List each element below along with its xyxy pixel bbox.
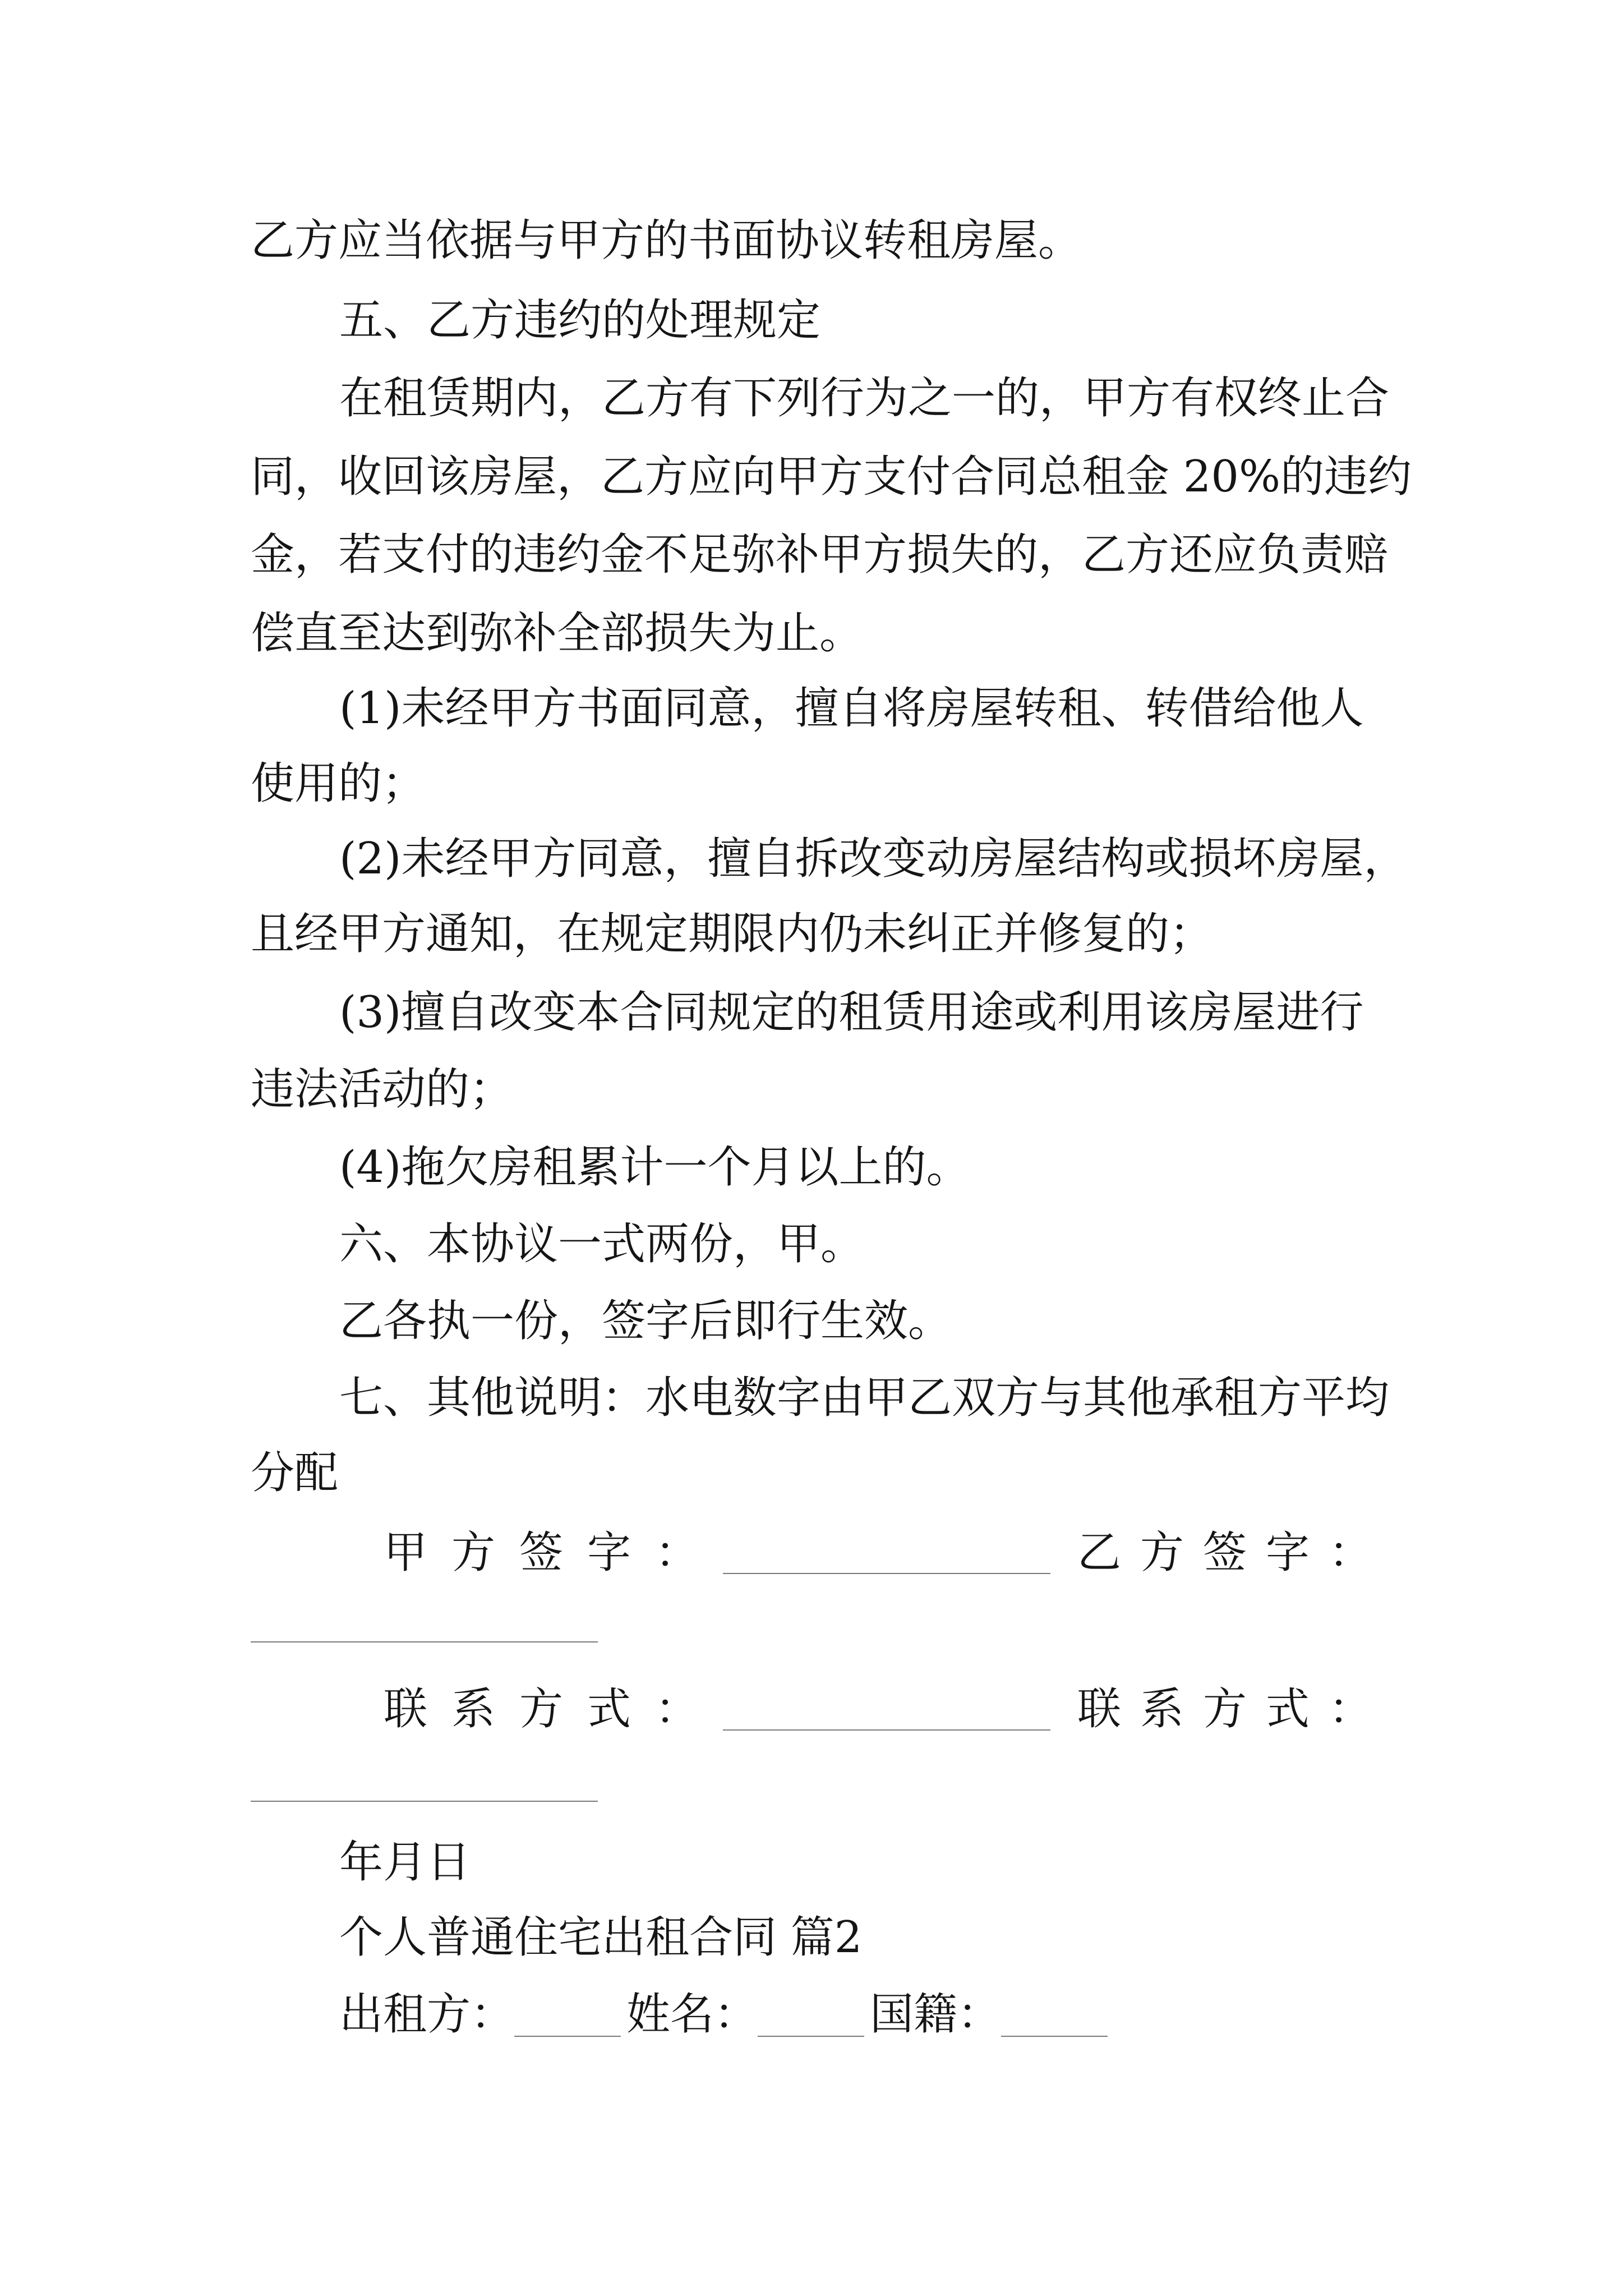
- section-heading: 六、本协议一式两份，甲。: [339, 1219, 865, 1269]
- name-blank[interactable]: [758, 2000, 864, 2037]
- party-b-contact-blank[interactable]: [251, 1801, 598, 1802]
- body-line: 乙各执一份，签字后即行生效。: [339, 1296, 952, 1346]
- clause-item: (4)拖欠房租累计一个月以上的。: [339, 1142, 970, 1193]
- party-a-contact-label: 联系方式：: [384, 1684, 723, 1734]
- nationality-blank[interactable]: [1001, 2000, 1108, 2037]
- body-line: 乙方应当依据与甲方的书面协议转租房屋。: [251, 215, 1082, 266]
- party-b-sign-blank[interactable]: [251, 1641, 598, 1642]
- body-line: 偿直至达到弥补全部损失为止。: [251, 608, 864, 659]
- clause-item: (2)未经甲方同意，擅自拆改变动房屋结构或损坏房屋，: [339, 834, 1408, 884]
- lessor-row: [339, 1989, 1113, 2040]
- nationality-label: 国籍：: [870, 1989, 1002, 2040]
- party-a-sign-blank[interactable]: [723, 1573, 1050, 1574]
- clause-item: (3)擅自改变本合同规定的租赁用途或利用该房屋进行: [339, 987, 1364, 1038]
- party-a-contact-blank[interactable]: [723, 1729, 1050, 1731]
- party-b-contact-label: 联系方式：: [1077, 1684, 1392, 1734]
- lessor-blank[interactable]: [514, 2000, 621, 2037]
- section-heading: 七、其他说明：水电数字由甲乙双方与其他承租方平均: [339, 1373, 1390, 1423]
- body-line: 金，若支付的违约金不足弥补甲方损失的，乙方还应负责赔: [251, 530, 1389, 580]
- next-section-title: 个人普通住宅出租合同 篇2: [339, 1912, 863, 1963]
- body-line: 分配: [251, 1448, 339, 1498]
- name-label: 姓名：: [626, 1989, 758, 2040]
- body-line: 同，收回该房屋，乙方应向甲方支付合同总租金 20%的违约: [251, 452, 1412, 502]
- lessor-label: 出租方：: [339, 1989, 515, 2040]
- party-b-sign-label: 乙方签字：: [1077, 1527, 1392, 1578]
- body-line: 在租赁期内，乙方有下列行为之一的，甲方有权终止合: [339, 373, 1390, 424]
- body-line: 违法活动的；: [251, 1064, 514, 1115]
- body-line: 使用的；: [251, 758, 426, 809]
- date-line: 年月日: [339, 1837, 471, 1888]
- clause-item: (1)未经甲方书面同意，擅自将房屋转租、转借给他人: [339, 683, 1364, 734]
- party-a-sign-label: 甲方签字：: [384, 1527, 723, 1578]
- body-line: 且经甲方通知，在规定期限内仍未纠正并修复的；: [251, 909, 1214, 959]
- section-heading: 五、乙方违约的处理规定: [339, 295, 821, 346]
